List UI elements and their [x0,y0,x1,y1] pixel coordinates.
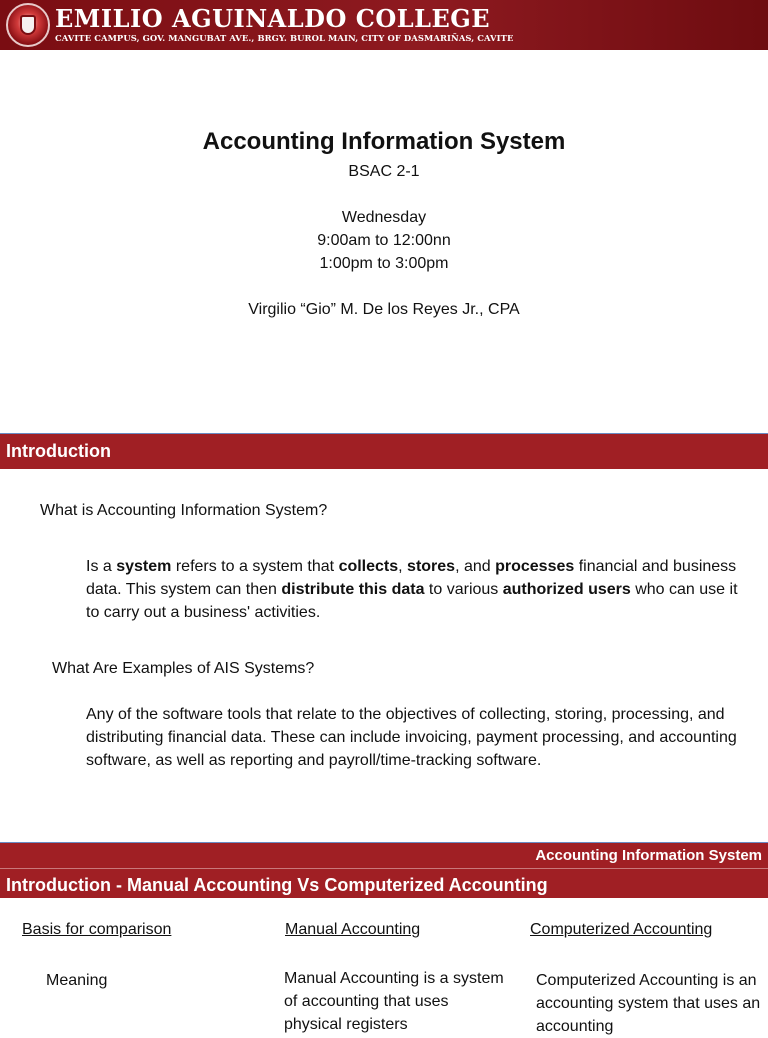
college-header-banner [0,0,768,50]
schedule-time-morning: 9:00am to 12:00nn [317,232,451,249]
course-title: Accounting Information System [202,128,566,155]
college-name: EMILIO AGUINALDO COLLEGE [55,4,491,33]
cell-manual-meaning: Manual Accounting is a system of accounting that uses physical registers [284,970,504,1033]
bar-divider [0,868,768,869]
column-header-computerized: Computerized Accounting [530,921,713,938]
column-header-manual: Manual Accounting [285,921,421,938]
schedule-day: Wednesday [341,209,427,226]
answer-what-is-ais: Is a system refers to a system that collects, stores, and processes financial and business data. This system can then distribute this data to various authorized users who can use it to carry out a business' activities. [86,558,738,621]
slide-topic-label: Accounting Information System [535,847,762,864]
college-address: CAVITE CAMPUS, GOV. MANGUBAT AVE., BRGY. BUROL MAIN, CITY OF DASMARIÑAS, CAVITE [55,33,514,43]
question-what-is-ais: What is Accounting Information System? [40,502,328,519]
section-heading: Introduction - Manual Accounting Vs Computerized Accounting [6,875,548,895]
comparison-section-bar [0,842,768,898]
answer-ais-examples: Any of the software tools that relate to the objectives of collecting, storing, processing, and distributing financial data. These can include invoicing, payment processing, and accounting software, as well as reporting and payroll/time-tracking software. [86,706,737,769]
section-heading: Introduction [6,441,111,461]
college-seal-icon [6,3,50,47]
schedule-time-afternoon: 1:00pm to 3:00pm [319,255,449,272]
row-label-meaning: Meaning [46,972,108,989]
column-header-basis: Basis for comparison [22,921,172,938]
question-ais-examples: What Are Examples of AIS Systems? [52,660,315,677]
instructor-name: Virgilio “Gio” M. De los Reyes Jr., CPA [248,301,520,318]
introduction-section-bar [0,433,768,469]
cell-computerized-meaning: Computerized Accounting is an accounting system that uses an accounting [536,972,761,1035]
section-code: BSAC 2-1 [348,163,420,180]
title-block [0,128,768,321]
